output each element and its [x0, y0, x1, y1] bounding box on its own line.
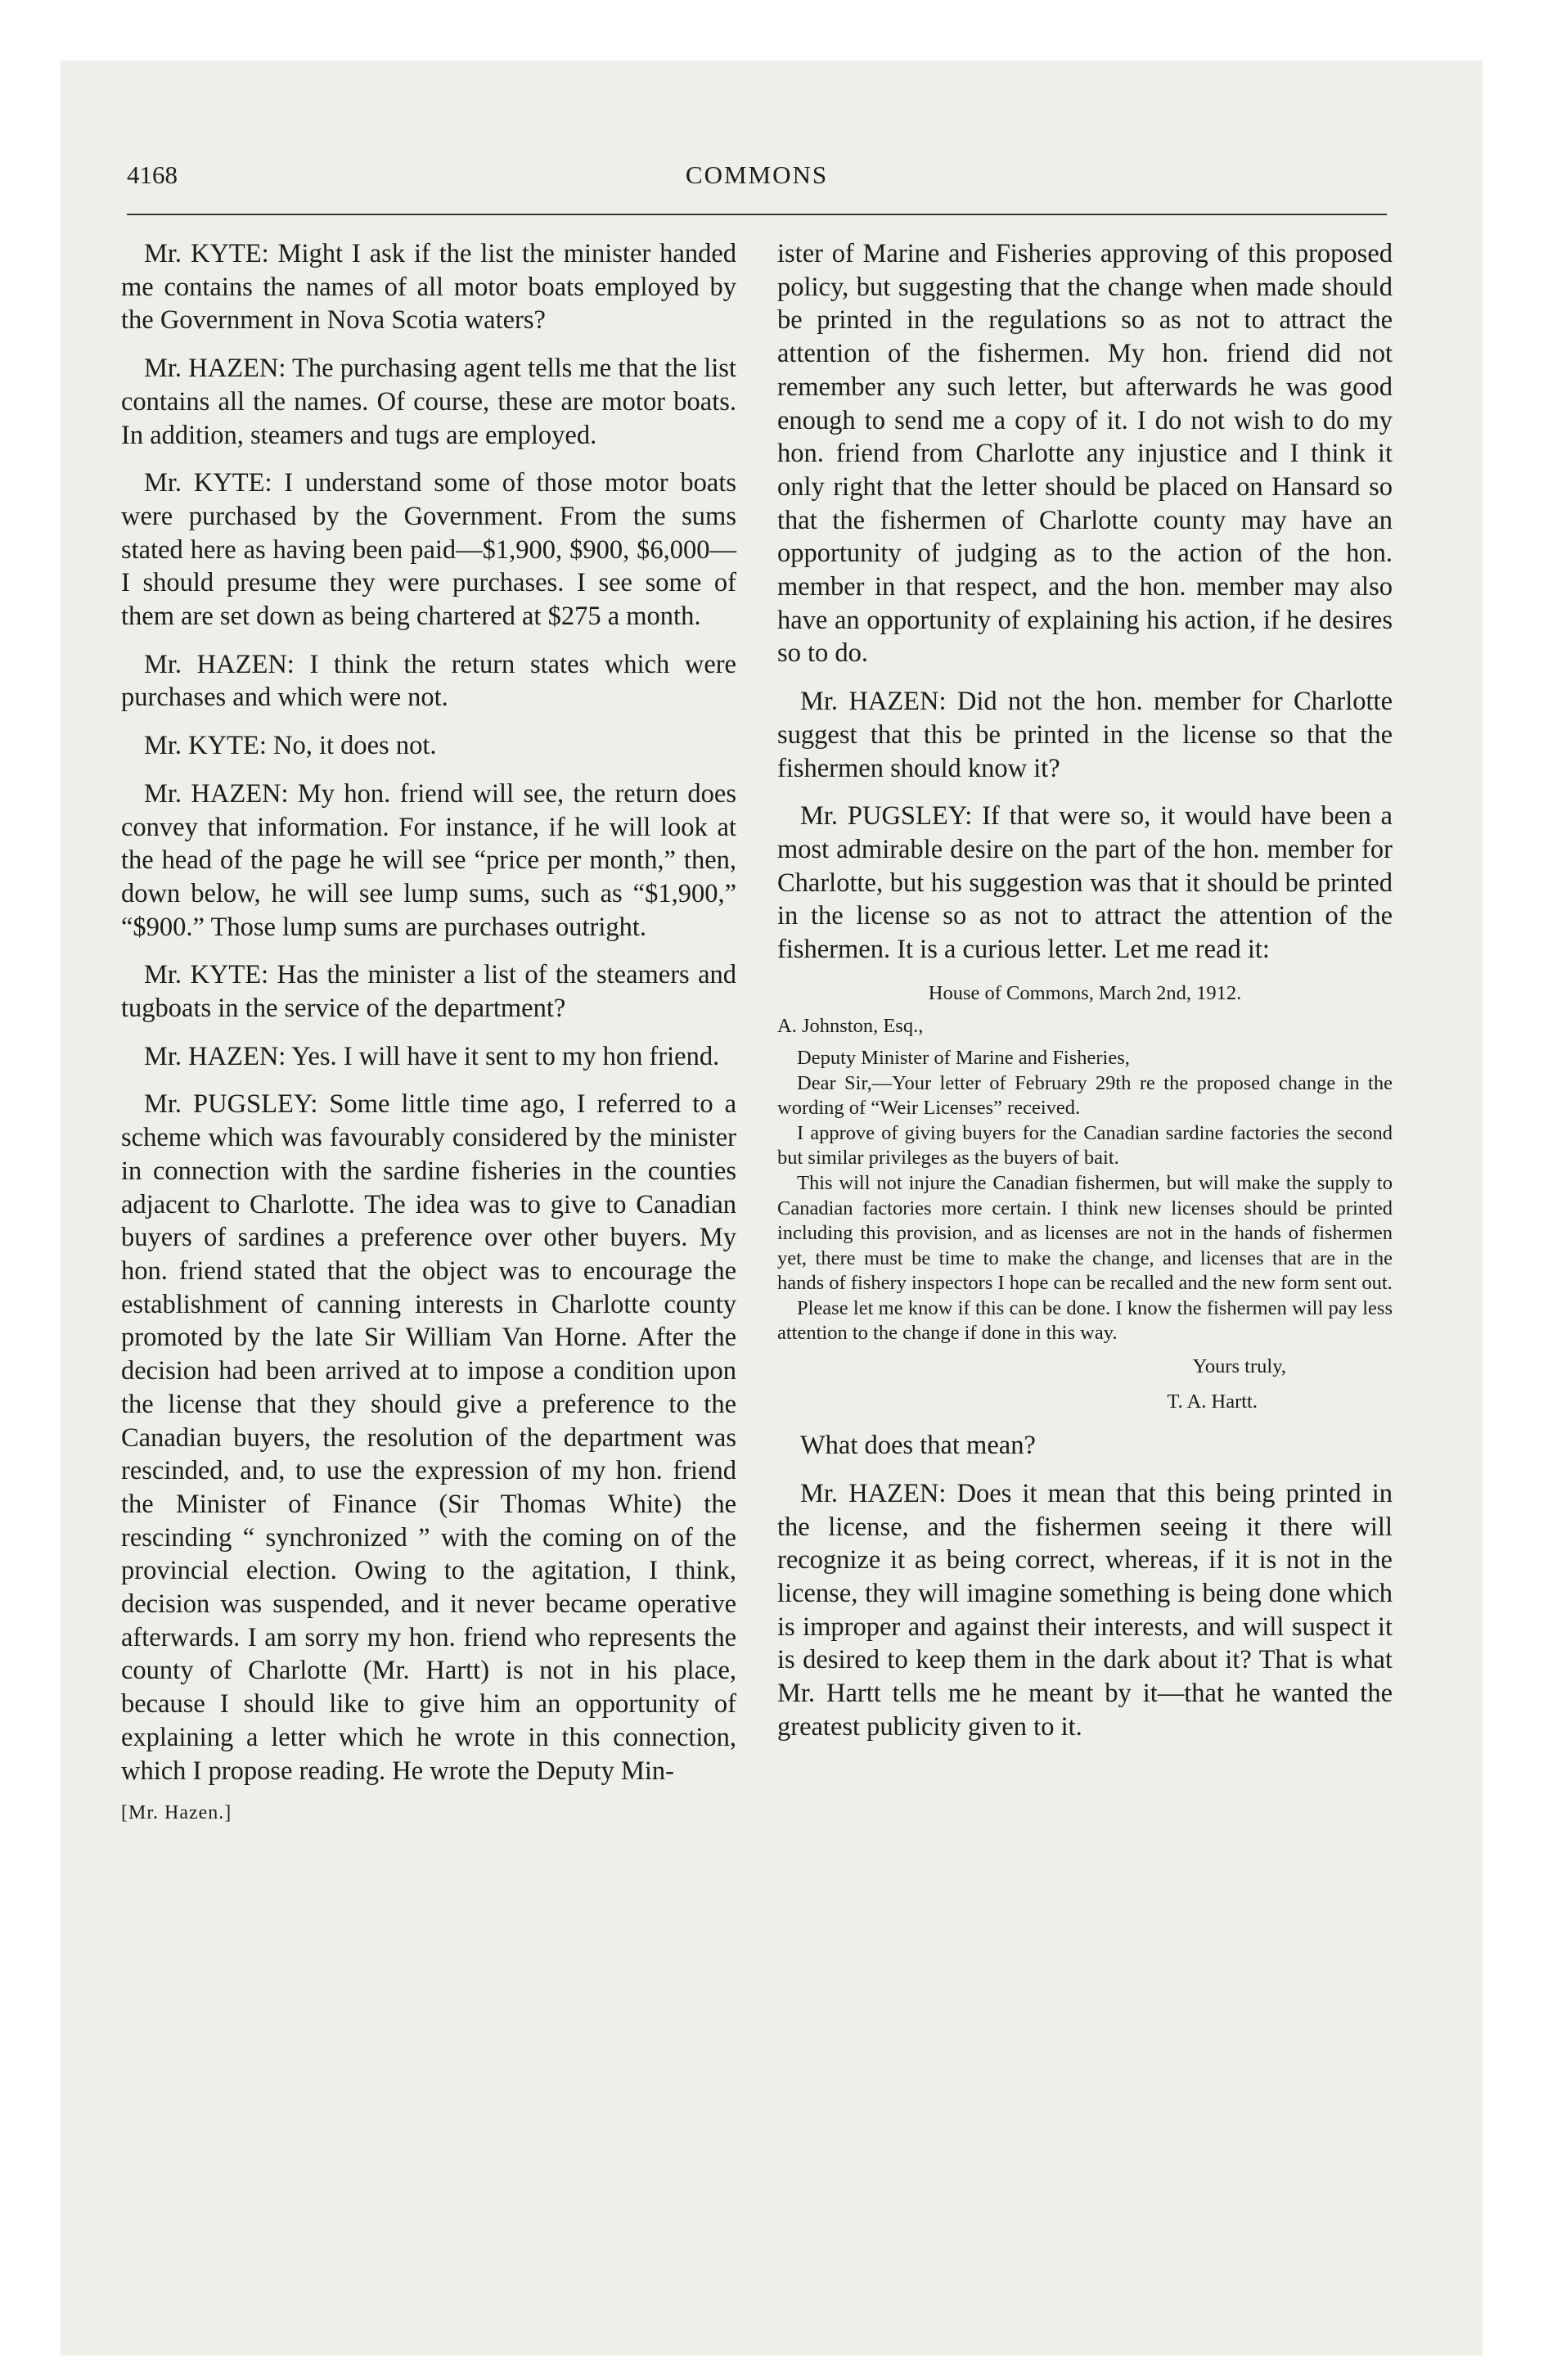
letter-closing: Yours truly, [1192, 1355, 1286, 1378]
speech-paragraph: Mr. HAZEN: My hon. friend will see, the return does convey that information. For instance, if he will look at the head of the page he will see “price per month,” then, down below, he will see lump sums, such as “$1,900,” “$900.” Those lump sums are purchases outright. [121, 778, 736, 942]
page-number: 4168 [127, 160, 178, 189]
speech-paragraph: Mr. HAZEN: The purchasing agent tells me that the list contains all the names. Of course, these are motor boats. In addition, steamers and tugs are employed. [121, 354, 736, 450]
letter-addressee: A. Johnston, Esq., [777, 1015, 924, 1038]
right-column [777, 237, 1393, 1759]
letter-paragraph: Please let me know if this can be done. I know the fishermen will pay less attention to the change if done in this way. [777, 1296, 1393, 1345]
letter-signature: T. A. Hartt. [1167, 1390, 1258, 1413]
speech-paragraph: Mr. PUGSLEY: Some little time ago, I referred to a scheme which was favourably considered by the minister in connection with the sardine fisheries in the counties adjacent to Charlotte. The idea was to give to Canadian buyers of sardines a preference over other buyers. My hon. friend stated that the object was to encourage the establishment of canning interests in Charlotte county promoted by the late Sir William Van Horne. After the decision had been arrived at to impose a condition upon the license that they should give a preference to the Canadian buyers, the resolution of the department was rescinded, and, to use the expression of my hon. friend the Minister of Finance (Sir Thomas White) the rescinding “ synchronized ” with the coming on of the provincial election. Owing to the agitation, I think, decision was suspended, and it never became operative afterwards. I am sorry my hon. friend who represents the county of Charlotte (Mr. Hartt) is not in his place, because I should like to give him an opportunity of explaining a letter which he wrote in this connection, which I propose reading. He wrote the Deputy Min- [121, 1089, 736, 1786]
speech-paragraph: Mr. KYTE: No, it does not. [144, 731, 437, 761]
speech-paragraph: Mr. KYTE: I understand some of those motor boats were purchased by the Government. From the sums stated here as having been paid—$1,900, $900, $6,000—I should presume they were purchases. I see some of them are set down as being chartered at $275 a month. [121, 468, 736, 632]
speech-paragraph: Mr. PUGSLEY: If that were so, it would have been a most admirable desire on the part of the hon. member for Charlotte, but his suggestion was that it should be printed in the license so as not to attract the attention of the fishermen. It is a curious letter. Let me read it: [777, 801, 1393, 965]
running-title: COMMONS [685, 160, 829, 189]
page-header [127, 160, 1387, 193]
speech-paragraph: Mr. HAZEN: Does it mean that this being printed in the license, and the fishermen seeing it there will recognize it as being correct, whereas, if it is not in the license, they will imagine something is being done which is improper and against their interests, and will suspect it is desired to keep them in the dark about it? That is what Mr. Hartt tells me he meant by it—that he wanted the greatest publicity given to it. [777, 1478, 1393, 1742]
letter-paragraph: Dear Sir,—Your letter of February 29th re the proposed change in the wording of “Weir Licenses” received. [777, 1071, 1393, 1120]
speech-paragraph: Mr. KYTE: Might I ask if the list the minister handed me contains the names of all motor boats employed by the Government in Nova Scotia waters? [121, 239, 736, 336]
letter-addressee-title: Deputy Minister of Marine and Fisheries, [797, 1046, 1130, 1069]
letter-paragraph: I approve of giving buyers for the Canadian sardine factories the second but similar privileges as the buyers of bait. [777, 1121, 1393, 1170]
quoted-letter [777, 981, 1393, 1415]
header-rule [127, 214, 1387, 215]
left-column [121, 237, 736, 1824]
speech-paragraph: Mr. KYTE: Has the minister a list of the steamers and tugboats in the service of the department? [121, 960, 736, 1024]
speech-paragraph: ister of Marine and Fisheries approving of this proposed policy, but suggesting that the change when made should be printed in the regulations so as not to attract the attention of the fishermen. My hon. friend did not remember any such letter, but afterwards he was good enough to send me a copy of it. I do not wish to do my hon. friend from Charlotte any injustice and I think it only right that the letter should be placed on Hansard so that the fishermen of Charlotte county may have an opportunity of judging as to the action of the hon. member in that respect, and the hon. member may also have an opportunity of explaining his action, if he desires so to do. [777, 239, 1393, 669]
speech-paragraph: Mr. HAZEN: Did not the hon. member for Charlotte suggest that this be printed in the license so that the fishermen should know it? [777, 687, 1393, 783]
speech-paragraph: What does that mean? [800, 1431, 1036, 1461]
letter-paragraph: This will not injure the Canadian fishermen, but will make the supply to Canadian factories more certain. I think new licenses should be printed including this provision, and as licenses are not in the hands of fishermen yet, there must be time to make the change, and licenses that are in the hands of fishery inspectors I hope can be recalled and the new form sent out. [777, 1171, 1393, 1295]
speech-paragraph: Mr. HAZEN: Yes. I will have it sent to my hon friend. [144, 1041, 720, 1071]
speaker-tag: [Mr. Hazen.] [121, 1802, 232, 1824]
letter-place-date: House of Commons, March 2nd, 1912. [928, 981, 1242, 1004]
speech-paragraph: Mr. HAZEN: I think the return states which were purchases and which were not. [121, 649, 736, 713]
